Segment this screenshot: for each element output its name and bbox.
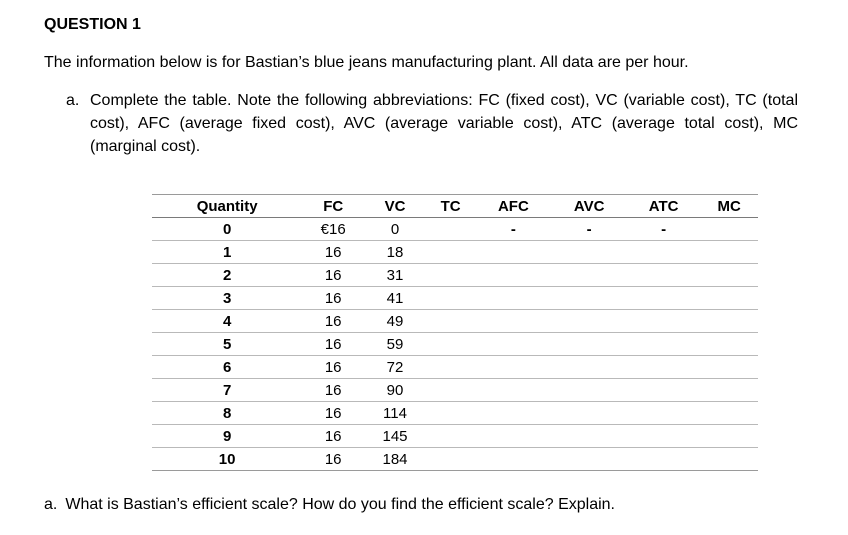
part-a (66, 89, 798, 158)
cell-vc: 59 (364, 333, 426, 356)
cell-mc (700, 379, 758, 402)
cell-vc: 41 (364, 287, 426, 310)
table-row (152, 379, 758, 402)
intro-text: The information below is for Bastian’s blue jeans manufacturing plant. All data are per hour. (44, 54, 689, 71)
cell-tc (426, 356, 475, 379)
cell-vc: 31 (364, 264, 426, 287)
cell-fc: 16 (302, 356, 364, 379)
cell-atc (627, 241, 700, 264)
cell-fc: 16 (302, 310, 364, 333)
part-b-text: What is Bastian’s efficient scale? How do you find the efficient scale? Explain. (65, 496, 615, 513)
cell-avc (551, 241, 626, 264)
cell-fc: 16 (302, 402, 364, 425)
table-body (152, 218, 758, 471)
cell-vc: 184 (364, 448, 426, 471)
cell-atc (627, 310, 700, 333)
cell-atc (627, 264, 700, 287)
header-fc: FC (302, 195, 364, 218)
cell-mc (700, 310, 758, 333)
part-a-marker: a. (66, 92, 80, 109)
cell-vc: 114 (364, 402, 426, 425)
part-b-marker: a. (44, 496, 58, 513)
cell-vc: 145 (364, 425, 426, 448)
cell-afc (475, 402, 551, 425)
table-row (152, 287, 758, 310)
cell-afc (475, 448, 551, 471)
cell-quantity: 4 (152, 310, 302, 333)
cell-atc (627, 333, 700, 356)
cell-afc (475, 310, 551, 333)
table-row (152, 402, 758, 425)
cell-vc: 72 (364, 356, 426, 379)
cell-vc: 90 (364, 379, 426, 402)
cell-mc (700, 356, 758, 379)
cell-quantity: 9 (152, 425, 302, 448)
cell-mc (700, 425, 758, 448)
cell-quantity: 3 (152, 287, 302, 310)
part-b (44, 496, 615, 514)
header-atc: ATC (627, 195, 700, 218)
cell-atc (627, 448, 700, 471)
cell-fc: 16 (302, 264, 364, 287)
table-header-row (152, 195, 758, 218)
cell-avc (551, 310, 626, 333)
cell-mc (700, 264, 758, 287)
cell-quantity: 6 (152, 356, 302, 379)
cell-atc (627, 287, 700, 310)
cell-vc: 18 (364, 241, 426, 264)
cell-atc (627, 402, 700, 425)
cell-fc: 16 (302, 448, 364, 471)
header-mc: MC (700, 195, 758, 218)
cell-fc: 16 (302, 333, 364, 356)
cell-fc: €16 (302, 218, 364, 241)
cell-avc (551, 448, 626, 471)
table-row (152, 241, 758, 264)
cell-avc (551, 287, 626, 310)
header-avc: AVC (551, 195, 626, 218)
cell-quantity: 0 (152, 218, 302, 241)
cell-quantity: 2 (152, 264, 302, 287)
cell-mc (700, 448, 758, 471)
cell-tc (426, 448, 475, 471)
cell-quantity: 1 (152, 241, 302, 264)
cell-quantity: 10 (152, 448, 302, 471)
cost-table (152, 194, 758, 471)
part-a-text: Complete the table. Note the following abbreviations: FC (fixed cost), VC (variable cost), TC (total cost), AFC (average fixed cost), AVC (average variable cost), ATC (average total cost), MC (marginal cost). (90, 92, 798, 155)
cell-afc (475, 241, 551, 264)
cell-tc (426, 379, 475, 402)
cell-atc (627, 379, 700, 402)
cell-mc (700, 218, 758, 241)
table-row (152, 356, 758, 379)
cell-tc (426, 425, 475, 448)
cell-afc: - (475, 218, 551, 241)
header-tc: TC (426, 195, 475, 218)
cell-tc (426, 264, 475, 287)
question-title: QUESTION 1 (44, 16, 141, 33)
table-row (152, 310, 758, 333)
cell-vc: 49 (364, 310, 426, 333)
table-row (152, 218, 758, 241)
cell-fc: 16 (302, 379, 364, 402)
cell-avc: - (551, 218, 626, 241)
cell-afc (475, 356, 551, 379)
cell-vc: 0 (364, 218, 426, 241)
cell-avc (551, 402, 626, 425)
cell-atc (627, 425, 700, 448)
cell-fc: 16 (302, 287, 364, 310)
cell-quantity: 7 (152, 379, 302, 402)
cell-avc (551, 333, 626, 356)
cell-afc (475, 333, 551, 356)
cell-avc (551, 379, 626, 402)
cell-fc: 16 (302, 425, 364, 448)
cell-afc (475, 264, 551, 287)
cell-atc (627, 356, 700, 379)
cell-mc (700, 287, 758, 310)
cell-atc: - (627, 218, 700, 241)
cell-tc (426, 333, 475, 356)
cell-tc (426, 287, 475, 310)
header-vc: VC (364, 195, 426, 218)
cell-quantity: 5 (152, 333, 302, 356)
cell-mc (700, 241, 758, 264)
cell-tc (426, 218, 475, 241)
cell-afc (475, 287, 551, 310)
cell-tc (426, 310, 475, 333)
table-row (152, 333, 758, 356)
cell-quantity: 8 (152, 402, 302, 425)
cell-afc (475, 425, 551, 448)
cell-tc (426, 241, 475, 264)
header-quantity: Quantity (152, 195, 302, 218)
cell-afc (475, 379, 551, 402)
cell-avc (551, 264, 626, 287)
cell-tc (426, 402, 475, 425)
cell-fc: 16 (302, 241, 364, 264)
cell-mc (700, 402, 758, 425)
table-row (152, 264, 758, 287)
table-row (152, 448, 758, 471)
cell-mc (700, 333, 758, 356)
table-row (152, 425, 758, 448)
header-afc: AFC (475, 195, 551, 218)
cell-avc (551, 356, 626, 379)
cell-avc (551, 425, 626, 448)
